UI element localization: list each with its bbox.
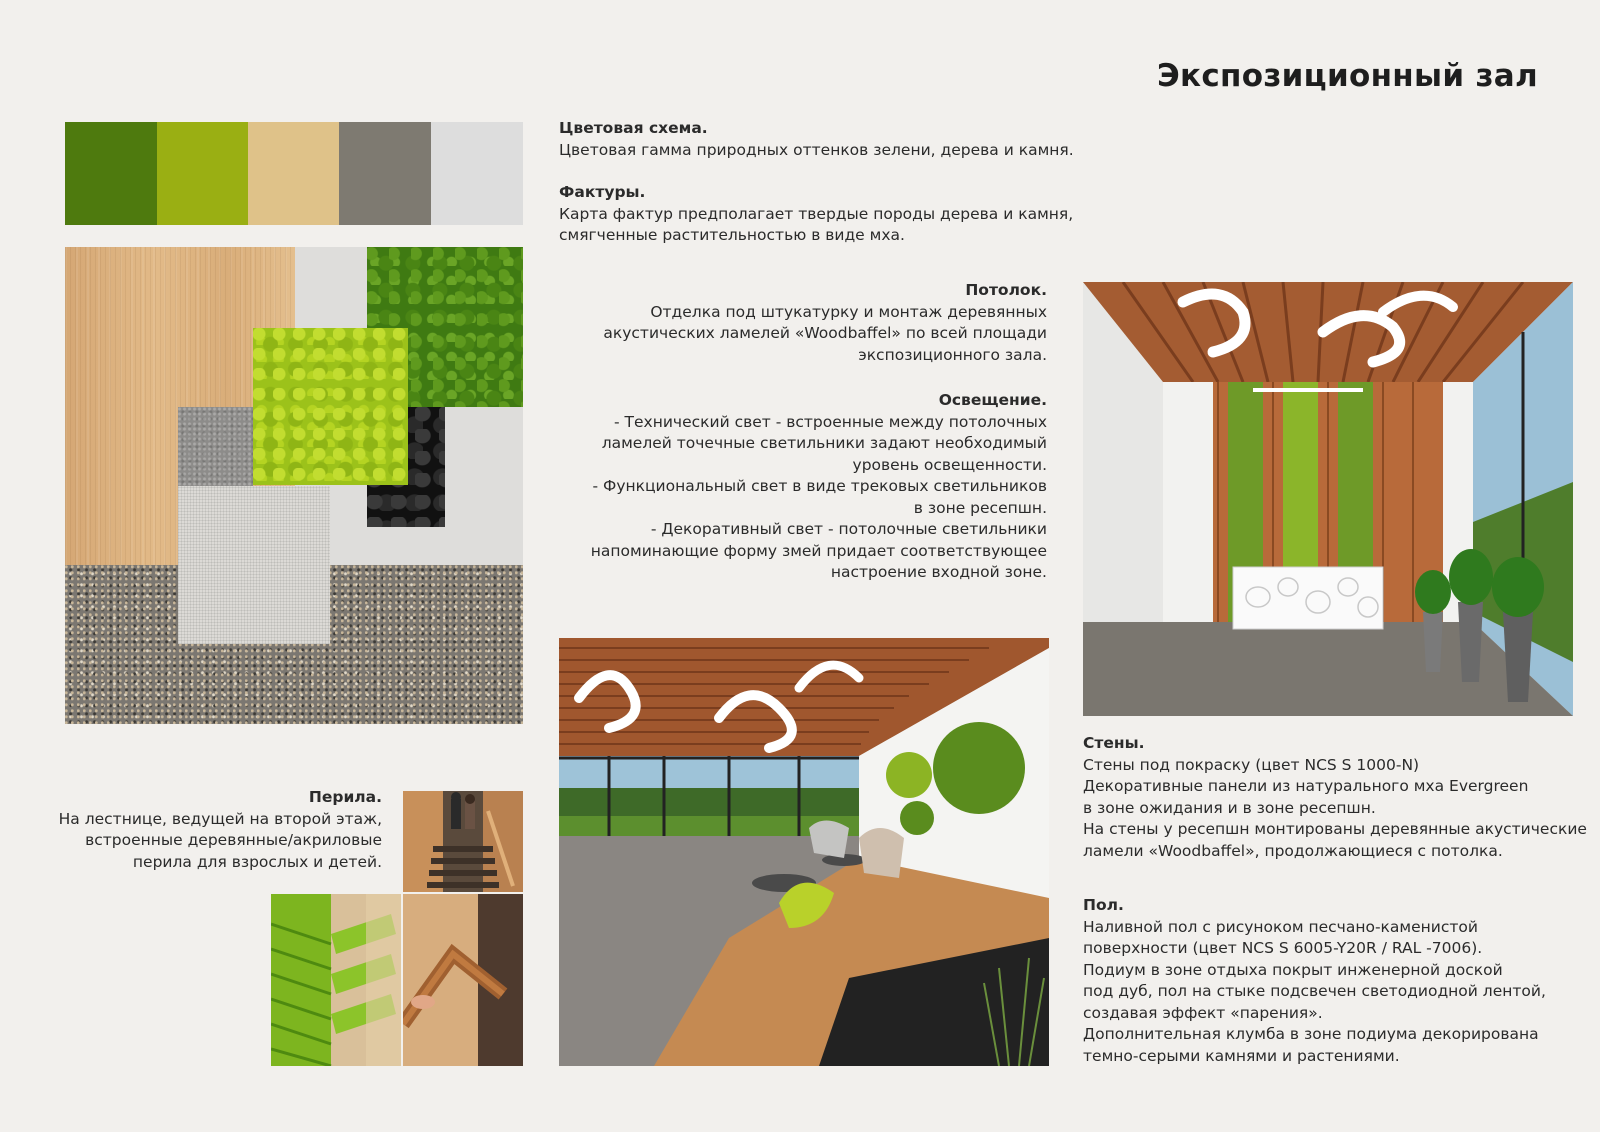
railings-line: перила для взрослых и детей. <box>132 852 382 871</box>
railings-heading: Перила. <box>308 788 382 806</box>
green-staircase-photo <box>271 894 401 1066</box>
waiting-area-render <box>559 638 1049 1066</box>
color-scheme-heading: Цветовая схема. <box>559 119 708 137</box>
floor-line: Подиум в зоне отдыха покрыт инженерной доской <box>1083 960 1503 979</box>
ceiling-line: экспозиционного зала. <box>858 345 1047 364</box>
lighting-block <box>591 390 1047 584</box>
ceiling-heading: Потолок. <box>965 281 1047 299</box>
page-title: Экспозиционный зал <box>1156 58 1538 94</box>
color-scheme-text: Цветовая гамма природных оттенков зелени, дерева и камня. <box>559 140 1074 159</box>
walls-line: На стены у ресепшн монтированы деревянные акустические <box>1083 820 1587 838</box>
color-scheme-block <box>559 118 1074 161</box>
floor-line: темно-серыми камнями и растениями. <box>1083 1046 1400 1065</box>
floor-line: Наливной пол с рисуноком песчано-каменистой <box>1083 917 1478 936</box>
walls-heading: Стены. <box>1083 734 1145 752</box>
floor-line: создавая эффект «парения». <box>1083 1003 1323 1022</box>
textures-line: смягченные растительностью в виде мха. <box>559 226 905 244</box>
textures-block <box>559 182 1073 247</box>
wooden-handrail-photo <box>403 894 523 1066</box>
walls-line: в зоне ожидания и в зоне ресепшн. <box>1083 798 1376 817</box>
walls-line: Декоративные панели из натурального мха Evergreen <box>1083 777 1529 795</box>
floor-line: Дополнительная клумба в зоне подиума декорирована <box>1083 1025 1539 1043</box>
lighting-line: ламелей точечные светильники задают необходимый <box>601 434 1047 452</box>
walls-block <box>1083 733 1587 862</box>
walls-line: ламели «Woodbaffel», продолжающиеся с потолка. <box>1083 841 1503 860</box>
lighting-line: настроение входной зоне. <box>830 563 1047 581</box>
floor-heading: Пол. <box>1083 896 1124 914</box>
lighting-line: в зоне ресепшн. <box>913 498 1047 517</box>
linen-fabric-texture <box>178 486 330 644</box>
railings-line: На лестнице, ведущей на второй этаж, <box>58 809 382 828</box>
walls-line: Стены под покраску (цвет NCS S 1000-N) <box>1083 755 1420 774</box>
palette-swatch-beige <box>248 122 339 225</box>
lighting-line: - Декоративный свет - потолочные светильники <box>650 520 1047 538</box>
lighting-line: уровень освещенности. <box>852 455 1047 474</box>
railings-line: встроенные деревянные/акриловые <box>85 831 382 849</box>
reception-render <box>1083 282 1573 716</box>
ceiling-block <box>603 280 1047 366</box>
lighting-line: - Функциональный свет в виде трековых светильников <box>592 477 1047 495</box>
palette-swatch-grey <box>339 122 431 225</box>
palette-swatch-light-grey <box>431 122 523 225</box>
railings-block <box>59 787 382 873</box>
floor-line: поверхности (цвет NCS S 6005-Y20R / RAL -7006). <box>1083 939 1483 957</box>
palette-swatch-dark-green <box>65 122 157 225</box>
lighting-line: - Технический свет - встроенные между потолочных <box>614 412 1047 431</box>
floor-block <box>1083 895 1546 1067</box>
ceiling-line: Отделка под штукатурку и монтаж деревянных <box>650 302 1047 321</box>
ceiling-line: акустических ламелей «Woodbaffel» по всей площади <box>603 324 1047 342</box>
lighting-heading: Освещение. <box>938 391 1047 409</box>
floor-line: под дуб, пол на стыке подсвечен светодиодной лентой, <box>1083 982 1546 1000</box>
textures-line: Карта фактур предполагает твердые породы дерева и камня, <box>559 204 1074 223</box>
light-moss-texture <box>253 328 408 485</box>
palette-swatch-yellow-green <box>157 122 248 225</box>
stair-railing-photo <box>403 791 523 892</box>
textures-heading: Фактуры. <box>559 183 646 201</box>
lighting-line: напоминающие форму змей придает соответствующее <box>590 541 1047 560</box>
